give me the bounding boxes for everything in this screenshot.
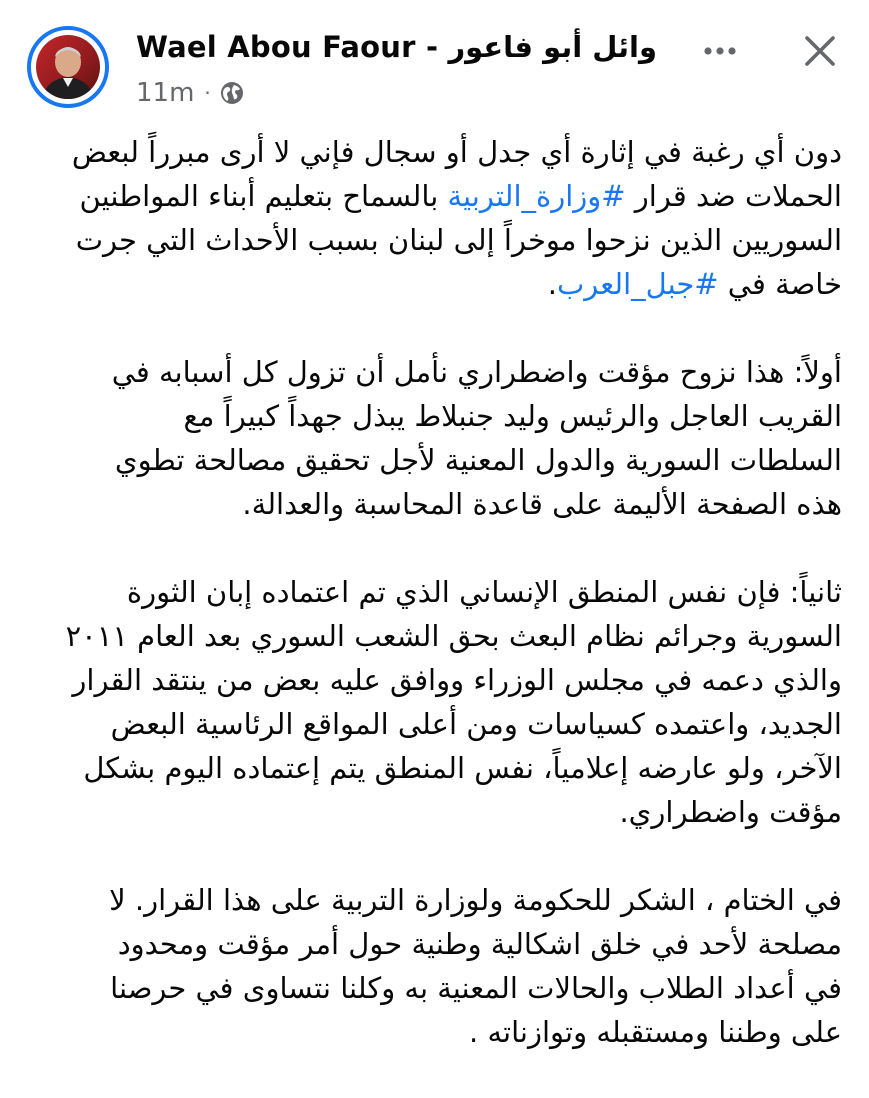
globe-icon xyxy=(220,81,244,105)
timestamp[interactable]: 11m xyxy=(136,78,195,108)
author-name[interactable]: Wael Abou Faour - وائل أبو فاعور xyxy=(136,30,657,64)
post-text-run: بالسماح بتعليم أبناء المواطنين xyxy=(79,179,448,213)
post-line xyxy=(27,1010,842,1054)
post-line xyxy=(27,922,842,966)
post-text-run: والذي دعمه في مجلس الوزراء ووافق عليه بعض من ينتقد القرار xyxy=(72,663,842,697)
post-paragraph xyxy=(27,350,842,526)
post-text-run: . xyxy=(547,267,557,301)
close-button[interactable] xyxy=(795,26,845,76)
post-text-run: هذه الصفحة الأليمة على قاعدة المحاسبة والعدالة. xyxy=(242,487,842,521)
post-line xyxy=(27,218,842,262)
more-options-button[interactable] xyxy=(700,33,740,69)
post-paragraph xyxy=(27,130,842,306)
post-line xyxy=(27,966,842,1010)
post-text-run: ثانياً: فإن نفس المنطق الإنساني الذي تم اعتماده إبان الثورة xyxy=(126,575,842,609)
post-text-run: دون أي رغبة في إثارة أي جدل أو سجال فإني لا أرى مبرراً لبعض xyxy=(71,135,842,169)
post-line xyxy=(27,702,842,746)
post-line xyxy=(27,614,842,658)
post-text xyxy=(27,130,842,1098)
hashtag-link[interactable]: #وزارة_التربية xyxy=(447,179,626,213)
post-text-run: القريب العاجل والرئيس وليد جنبلاط يبذل جهداً كبيراً مع xyxy=(183,399,842,433)
post-text-run: أولاً: هذا نزوح مؤقت واضطراري نأمل أن تزول كل أسبابه في xyxy=(111,355,842,389)
more-dots-icon xyxy=(700,33,740,69)
post-text-run: الحملات ضد قرار xyxy=(625,179,842,213)
post-line xyxy=(27,438,842,482)
post-paragraph xyxy=(27,570,842,834)
post-text-run: السلطات السورية والدول المعنية لأجل تحقيق مصالحة تطوي xyxy=(114,443,842,477)
post-line xyxy=(27,878,842,922)
post-text-run: الجديد، واعتمده كسياسات ومن أعلى المواقع الرئاسية البعض xyxy=(110,707,842,741)
profile-photo xyxy=(36,35,100,99)
post-text-run: مصلحة لأحد في خلق اشكالية وطنية حول أمر مؤقت ومحدود xyxy=(117,927,842,961)
post-line xyxy=(27,570,842,614)
post-text-run: مؤقت واضطراري. xyxy=(619,795,842,829)
post-line xyxy=(27,130,842,174)
post-header xyxy=(0,0,869,125)
post-line xyxy=(27,174,842,218)
post-text-run: السوريين الذين نزحوا موخراً إلى لبنان بسبب الأحداث التي جرت xyxy=(75,223,842,257)
post-line xyxy=(27,350,842,394)
hashtag-link[interactable]: #جبل_العرب xyxy=(556,267,719,301)
post-text-run: على وطننا ومستقبله وتوازناته . xyxy=(469,1015,842,1049)
post-line xyxy=(27,790,842,834)
post-line xyxy=(27,746,842,790)
post-paragraph xyxy=(27,878,842,1054)
post-line xyxy=(27,482,842,526)
post-line xyxy=(27,262,842,306)
post-line xyxy=(27,658,842,702)
meta-separator: · xyxy=(204,81,211,105)
post-text-run: في الختام ، الشكر للحكومة ولوزارة التربية على هذا القرار. لا xyxy=(109,883,842,917)
post-meta xyxy=(136,78,244,108)
post-text-run: في أعداد الطلاب والحالات المعنية به وكلنا نتساوى في حرصنا xyxy=(110,971,842,1005)
post-text-run: السورية وجرائم نظام البعث بحق الشعب السوري بعد العام ٢٠١١ xyxy=(65,619,842,653)
post-text-run: الآخر، ولو عارضه إعلامياً، نفس المنطق يتم إعتماده اليوم بشكل xyxy=(83,751,842,785)
post-text-run: خاصة في xyxy=(718,267,842,301)
avatar[interactable] xyxy=(27,26,109,108)
post-line xyxy=(27,394,842,438)
close-icon xyxy=(795,26,845,76)
